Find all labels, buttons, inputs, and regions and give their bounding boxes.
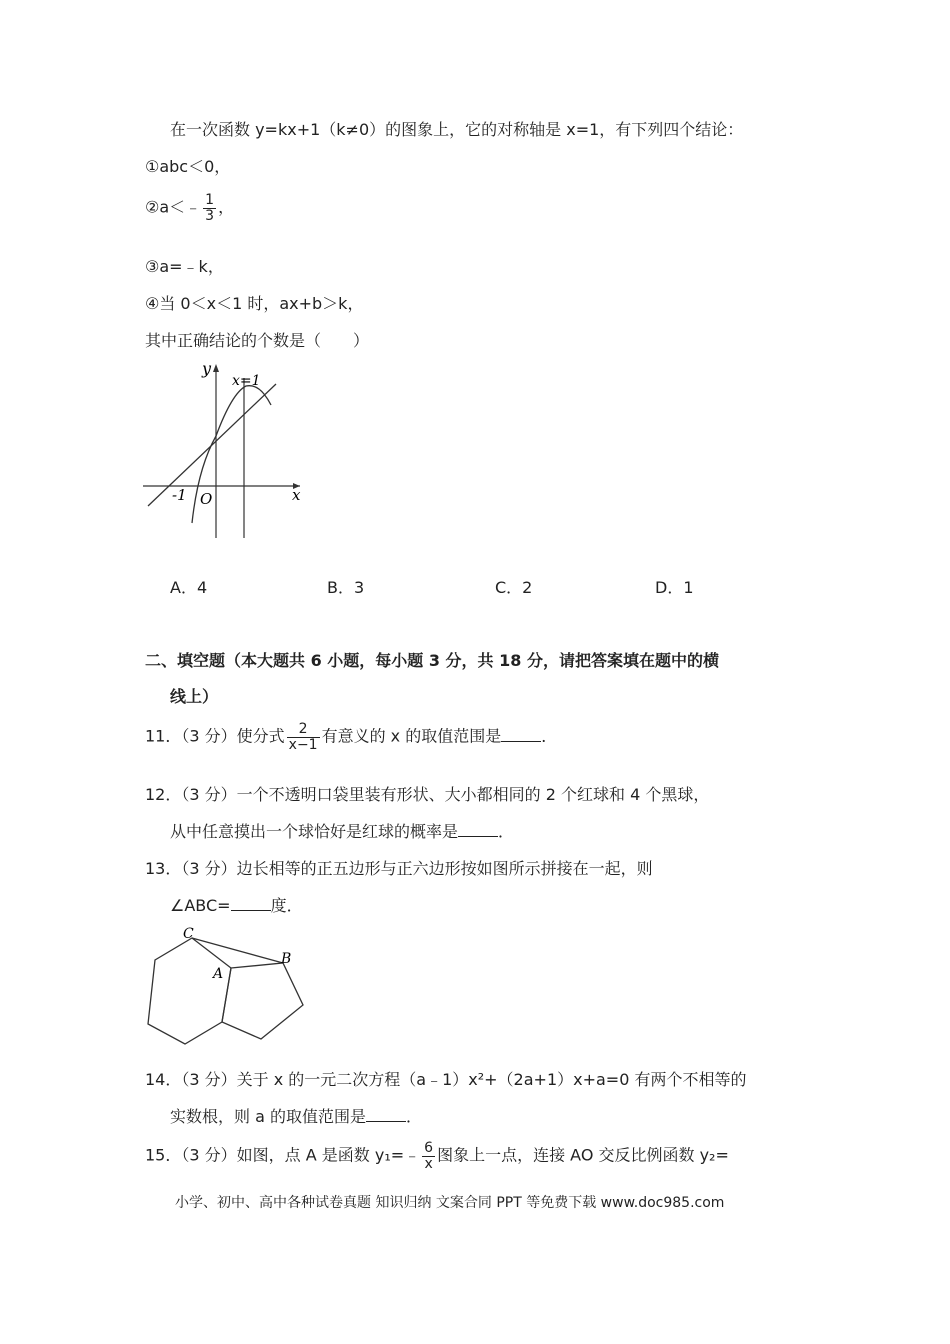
q13-label-c: C <box>183 926 194 942</box>
q12-line2 <box>170 819 514 842</box>
q14-answer-blank[interactable] <box>366 1107 406 1122</box>
q12-number: 12． <box>145 785 182 804</box>
q10-conclusion-2-end: ， <box>218 197 235 217</box>
q10-x-label: x <box>292 486 301 504</box>
q10-conclusion-4: ④当 0＜x＜1 时，ax+b＞k， <box>145 294 364 313</box>
q13-text-line1: （3 分）边长相等的正五边形与正六边形按如图所示拼接在一起，则 <box>181 859 653 878</box>
q12-text-end: ． <box>498 822 515 841</box>
section-2-heading-line1: 二、填空题（本大题共 6 小题，每小题 3 分，共 18 分，请把答案填在题中的横 <box>145 651 719 670</box>
q10-frac-num: 1 <box>205 192 215 208</box>
q12-text-line2: 从中任意摸出一个球恰好是红球的概率是 <box>170 822 459 841</box>
q13-line1 <box>145 856 653 879</box>
q14-text-end: ． <box>405 1107 422 1126</box>
q15-number: 15． <box>145 1145 182 1165</box>
q11 <box>145 722 557 752</box>
q12-line1 <box>145 782 709 805</box>
q12-answer-blank[interactable] <box>458 822 498 837</box>
q12-text-line1: （3 分）一个不透明口袋里装有形状、大小都相同的 2 个红球和 4 个黑球， <box>181 785 710 804</box>
page-footer: 小学、初中、高中各种试卷真题 知识归纳 文案合同 PPT 等免费下载 www.doc985.com <box>175 1195 725 1211</box>
q13-line2 <box>170 893 303 916</box>
q13-text-post: 度． <box>270 896 303 915</box>
q10-fraction <box>203 193 216 223</box>
q13-number: 13． <box>145 859 182 878</box>
q15-fraction <box>422 1141 435 1171</box>
q10-option-c: C．2 <box>495 578 533 597</box>
q13-label-a: A <box>213 966 224 982</box>
q11-frac-den: x−1 <box>288 736 318 753</box>
q14-text-line1: （3 分）关于 x 的一元二次方程（a﹣1）x²+（2a+1）x+a=0 有两个不相等的 <box>181 1070 747 1089</box>
q13-pentagon <box>222 963 303 1039</box>
q15-text-pre: （3 分）如图，点 A 是函数 y₁=﹣ <box>181 1145 421 1165</box>
q11-fraction <box>287 722 320 752</box>
q11-answer-blank[interactable] <box>501 727 541 742</box>
q15-frac-den: x <box>424 1155 433 1172</box>
q10-conclusion-3: ③a=﹣k， <box>145 257 224 276</box>
q13-label-b: B <box>281 951 292 967</box>
q10-option-b: B．3 <box>327 578 365 597</box>
q11-frac-num: 2 <box>287 722 320 738</box>
q10-function-graph <box>140 358 310 543</box>
q10-conclusion-1: ①abc＜0， <box>145 157 231 176</box>
q11-text-pre: （3 分）使分式 <box>181 726 285 746</box>
q10-y-label: y <box>202 359 212 378</box>
q10-option-a: A．4 <box>170 578 208 597</box>
q13-text-pre: ∠ABC= <box>170 896 231 915</box>
q11-number: 11． <box>145 726 182 746</box>
q14-number: 14． <box>145 1070 182 1089</box>
q10-y-arrow <box>213 364 219 372</box>
q10-question: 其中正确结论的个数是（ ） <box>145 331 370 350</box>
q14-line1 <box>145 1067 746 1090</box>
q15-frac-num: 6 <box>424 1140 434 1156</box>
q13-polygon-figure <box>140 920 310 1050</box>
q14-text-line2: 实数根，则 a 的取值范围是 <box>170 1107 366 1126</box>
q13-hexagon <box>148 938 231 1044</box>
q10-x1-label: x=1 <box>232 373 261 389</box>
q10-frac-den: 3 <box>205 207 215 224</box>
section-2-heading-line2: 线上） <box>170 687 219 706</box>
q11-text-end: ． <box>541 726 558 746</box>
q14-line2 <box>170 1104 422 1127</box>
q10-conclusion-2 <box>145 193 234 223</box>
q10-origin-label: O <box>200 490 213 508</box>
q10-stem: 在一次函数 y=kx+1（k≠0）的图象上，它的对称轴是 x=1，有下列四个结论： <box>170 120 744 139</box>
q10-neg1-label: -1 <box>172 486 187 504</box>
q10-conclusion-2-text: ②a＜﹣ <box>145 197 202 217</box>
q11-text-post: 有意义的 x 的取值范围是 <box>321 726 502 746</box>
q10-option-d: D．1 <box>655 578 694 597</box>
q15-line1 <box>145 1141 729 1171</box>
q15-text-post: 图象上一点，连接 AO 交反比例函数 y₂= <box>437 1145 729 1165</box>
q13-segment-cb <box>192 938 283 963</box>
q13-answer-blank[interactable] <box>231 896 271 911</box>
